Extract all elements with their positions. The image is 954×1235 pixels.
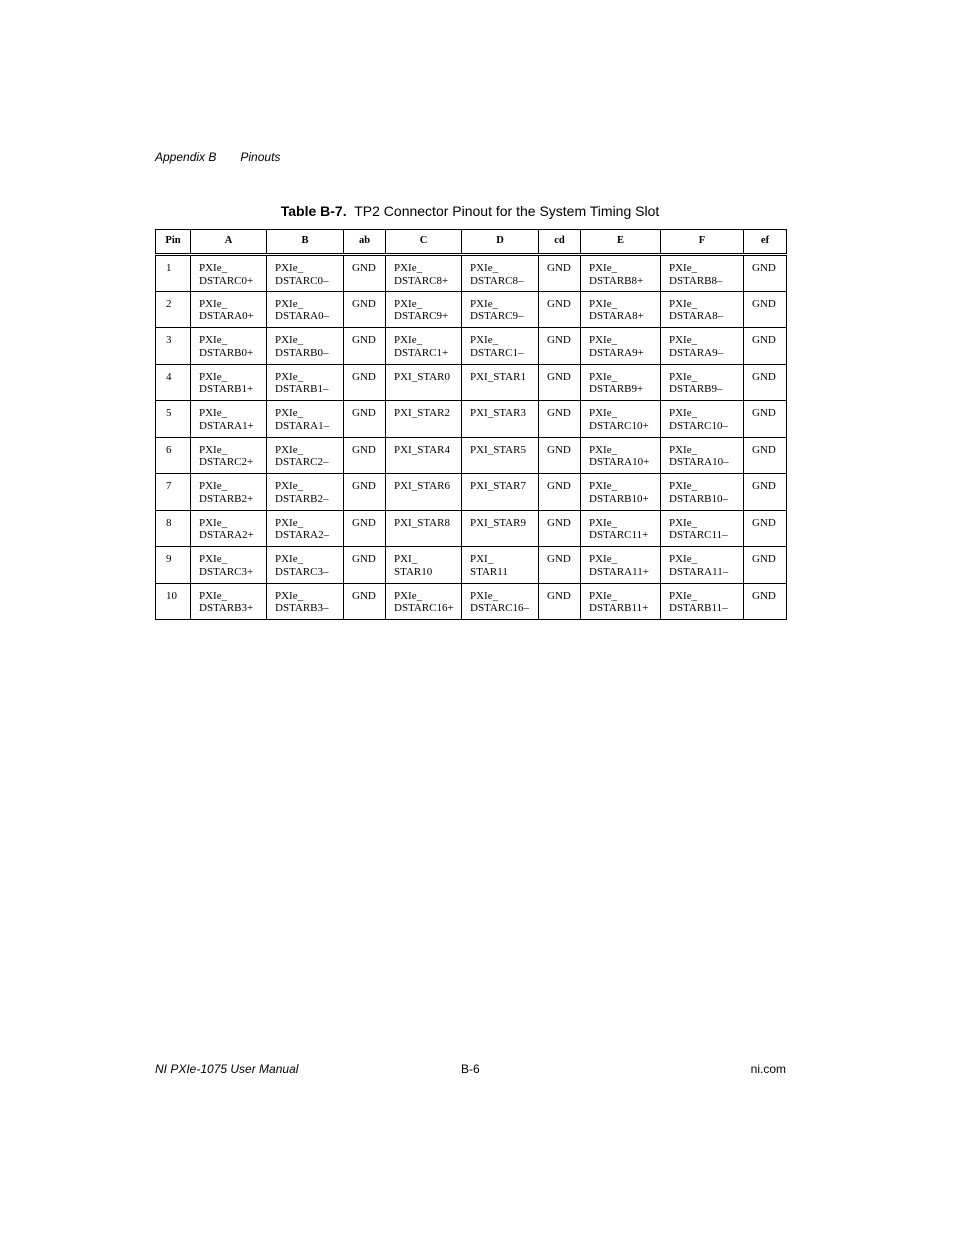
cell-line: PXIe_ [199,262,228,274]
table-cell: GND [539,474,581,511]
table-cell [581,291,661,328]
cell-line: DSTARC11+ [589,529,649,541]
cell-line: DSTARC8– [470,274,524,287]
table-cell [462,547,539,584]
cell-line: DSTARA11+ [589,565,649,578]
cell-line: DSTARA11– [669,565,729,578]
table-cell: GND [744,364,787,401]
table-cell [581,437,661,474]
table-cell [267,437,344,474]
cell-line: DSTARB9+ [589,383,644,395]
cell-line: PXIe_ [199,334,228,346]
pinout-table [155,229,787,620]
footer-page-number: B-6 [461,1062,480,1076]
table-cell [267,583,344,620]
cell-line: PXIe_ [275,553,304,565]
cell-line: PXIe_ [275,407,304,419]
cell-line: PXIe_ [199,443,228,456]
cell-line: PXIe_ [199,553,228,565]
cell-line: PXIe_ [275,516,304,529]
table-cell: GND [344,364,386,401]
cell-line: DSTARC9– [470,310,524,322]
table-cell: PXI_STAR2 [386,401,462,438]
table-cell [267,547,344,584]
table-cell: GND [539,510,581,547]
cell-line: PXIe_ [199,589,228,602]
cell-line: DSTARA1– [275,419,330,432]
footer-manual-title: NI PXIe-1075 User Manual [155,1062,299,1076]
cell-line: PXIe_ [394,589,423,602]
cell-line: PXIe_ [589,262,618,274]
table-cell [191,437,267,474]
cell-line: PXIe_ [394,334,423,346]
cell-line: PXIe_ [589,370,618,383]
table-row [156,291,787,328]
cell-line: PXIe_ [275,480,304,492]
cell-line: DSTARB2– [275,492,329,505]
table-cell: GND [744,255,787,292]
cell-line: PXIe_ [669,553,698,565]
column-header-ab: ab [344,230,386,255]
table-row [156,510,787,547]
table-cell: GND [539,255,581,292]
table-cell [661,401,744,438]
cell-line: DSTARB1– [275,383,329,395]
table-cell: GND [539,364,581,401]
cell-line: PXIe_ [669,480,698,492]
cell-line: PXIe_ [589,553,618,565]
cell-line: PXIe_ [589,589,618,602]
table-cell: PXI_STAR9 [462,510,539,547]
table-cell: GND [344,437,386,474]
table-cell: 2 [156,291,191,328]
running-header [155,150,280,164]
table-cell [191,510,267,547]
table-cell: 7 [156,474,191,511]
cell-line: DSTARC3– [275,565,329,578]
cell-line: DSTARB3– [275,602,329,614]
table-cell: GND [344,547,386,584]
table-cell: GND [539,583,581,620]
table-cell [581,401,661,438]
table-cell: 1 [156,255,191,292]
table-cell: PXI_STAR6 [386,474,462,511]
table-cell: GND [744,510,787,547]
table-cell: GND [344,401,386,438]
cell-line: PXIe_ [470,297,499,310]
cell-line: DSTARB3+ [199,602,254,614]
cell-line: PXIe_ [394,262,423,274]
table-row [156,328,787,365]
cell-line: DSTARB1+ [199,383,254,395]
column-header-a: A [191,230,267,255]
cell-line: DSTARB8– [669,274,723,287]
cell-line: PXIe_ [589,443,618,456]
table-cell: GND [539,437,581,474]
cell-line: PXIe_ [199,516,228,529]
cell-line: PXIe_ [589,297,618,310]
table-cell: PXI_STAR8 [386,510,462,547]
table-cell: PXI_STAR5 [462,437,539,474]
table-cell [581,583,661,620]
table-cell [581,364,661,401]
cell-line: DSTARB11– [669,602,728,614]
table-cell [661,510,744,547]
cell-line: PXIe_ [470,262,499,274]
table-cell [581,328,661,365]
table-cell: GND [344,328,386,365]
cell-line: DSTARA1+ [199,419,254,432]
cell-line: DSTARA2+ [199,529,254,541]
cell-line: DSTARC1– [470,346,524,359]
table-cell: 9 [156,547,191,584]
cell-line: DSTARC11– [669,529,728,541]
table-cell [581,474,661,511]
table-cell [191,583,267,620]
table-cell [462,291,539,328]
cell-line: DSTARB9– [669,383,723,395]
table-cell: 8 [156,510,191,547]
table-row [156,547,787,584]
column-header-d: D [462,230,539,255]
table-cell [386,291,462,328]
cell-line: DSTARA8– [669,310,724,322]
cell-line: DSTARC10– [669,419,729,432]
cell-line: PXIe_ [199,297,228,310]
cell-line: PXIe_ [669,443,698,456]
header-chapter: Pinouts [240,150,281,164]
table-caption-label: Table B-7. [280,203,347,219]
cell-line: DSTARC0– [275,274,329,287]
table-cell: GND [344,474,386,511]
cell-line: PXIe_ [470,589,499,602]
table-cell: PXI_STAR0 [386,364,462,401]
cell-line: PXIe_ [589,334,618,346]
cell-line: DSTARB10+ [589,492,649,505]
table-cell: PXI_STAR7 [462,474,539,511]
table-cell [661,364,744,401]
table-cell [661,474,744,511]
table-cell: PXI_STAR4 [386,437,462,474]
cell-line: DSTARA9+ [589,346,644,359]
table-cell [191,291,267,328]
cell-line: DSTARC1+ [394,346,449,359]
table-cell: GND [744,547,787,584]
table-cell [267,291,344,328]
table-cell: GND [539,328,581,365]
table-cell [191,328,267,365]
column-header-c: C [386,230,462,255]
cell-line: DSTARB8+ [589,274,644,287]
table-body [156,255,787,620]
table-cell [581,547,661,584]
cell-line: PXIe_ [669,334,698,346]
table-cell: GND [744,291,787,328]
cell-line: DSTARA0+ [199,310,254,322]
cell-line: DSTARA0– [275,310,330,322]
table-cell: GND [744,328,787,365]
cell-line: DSTARC16– [470,602,530,614]
table-cell [267,364,344,401]
table-caption [155,203,785,219]
cell-line: DSTARA10– [669,456,729,468]
table-row [156,583,787,620]
column-header-b: B [267,230,344,255]
cell-line: PXIe_ [669,516,698,529]
table-cell [191,364,267,401]
cell-line: DSTARB2+ [199,492,254,505]
table-cell [386,583,462,620]
cell-line: PXIe_ [275,370,304,383]
cell-line: DSTARC2+ [199,456,254,468]
table-cell: 10 [156,583,191,620]
cell-line: DSTARC2– [275,456,329,468]
cell-line: PXIe_ [669,297,698,310]
table-cell [462,255,539,292]
cell-line: PXI_ [394,553,418,565]
table-cell: GND [744,583,787,620]
cell-line: DSTARA10+ [589,456,650,468]
table-cell: GND [539,547,581,584]
table-cell: 5 [156,401,191,438]
cell-line: STAR10 [394,565,433,578]
table-cell [191,547,267,584]
cell-line: PXIe_ [275,589,304,602]
table-cell [462,583,539,620]
table-cell: GND [344,255,386,292]
table-cell: GND [344,291,386,328]
cell-line: DSTARB0+ [199,346,254,359]
table-cell: 6 [156,437,191,474]
cell-line: DSTARB0– [275,346,329,359]
table-cell [267,328,344,365]
table-cell: GND [744,437,787,474]
table-cell: PXI_STAR1 [462,364,539,401]
header-section: Appendix B [155,150,217,164]
cell-line: PXIe_ [394,297,423,310]
table-cell [386,547,462,584]
cell-line: DSTARC3+ [199,565,254,578]
table-cell [661,328,744,365]
cell-line: DSTARC9+ [394,310,449,322]
column-header-ef: ef [744,230,787,255]
table-header-row [156,230,787,255]
table-row [156,437,787,474]
table-cell [191,401,267,438]
table-cell [386,255,462,292]
table-row [156,364,787,401]
cell-line: PXIe_ [199,407,228,419]
table-cell: GND [744,474,787,511]
table-cell [267,510,344,547]
column-header-f: F [661,230,744,255]
table-cell: PXI_STAR3 [462,401,539,438]
cell-line: PXIe_ [589,407,618,419]
cell-line: PXIe_ [275,297,304,310]
table-cell [462,328,539,365]
table-cell: GND [344,510,386,547]
cell-line: PXIe_ [470,334,499,346]
table-cell: GND [344,583,386,620]
cell-line: DSTARC8+ [394,274,449,287]
cell-line: DSTARA9– [669,346,724,359]
cell-line: PXIe_ [589,516,618,529]
cell-line: DSTARC0+ [199,274,254,287]
footer-website: ni.com [750,1062,786,1076]
cell-line: DSTARA2– [275,529,330,541]
cell-line: PXIe_ [199,370,228,383]
cell-line: PXIe_ [275,334,304,346]
table-cell [581,255,661,292]
table-cell [386,328,462,365]
cell-line: PXIe_ [199,480,228,492]
cell-line: PXIe_ [275,443,304,456]
table-row [156,401,787,438]
cell-line: PXI_ [470,553,494,565]
cell-line: PXIe_ [669,262,698,274]
table-cell: 4 [156,364,191,401]
table-cell [581,510,661,547]
table-cell [191,474,267,511]
cell-line: DSTARA8+ [589,310,644,322]
column-header-pin: Pin [156,230,191,255]
table-cell: GND [744,401,787,438]
table-cell [267,255,344,292]
table-cell [661,583,744,620]
cell-line: PXIe_ [589,480,618,492]
table-cell [661,291,744,328]
cell-line: DSTARB11+ [589,602,649,614]
table-cell [267,474,344,511]
table-cell [661,437,744,474]
cell-line: PXIe_ [669,407,698,419]
table-cell [661,255,744,292]
cell-line: DSTARC10+ [589,419,649,432]
table-row [156,255,787,292]
table-row [156,474,787,511]
cell-line: PXIe_ [669,589,698,602]
column-header-e: E [581,230,661,255]
cell-line: PXIe_ [275,262,304,274]
table-cell: GND [539,291,581,328]
table-caption-title: TP2 Connector Pinout for the System Timing Slot [354,203,660,219]
table-cell: 3 [156,328,191,365]
table-cell: GND [539,401,581,438]
cell-line: DSTARC16+ [394,602,454,614]
column-header-cd: cd [539,230,581,255]
cell-line: STAR11 [470,565,508,578]
table-cell [661,547,744,584]
table-cell [267,401,344,438]
cell-line: DSTARB10– [669,492,729,505]
table-cell [191,255,267,292]
cell-line: PXIe_ [669,370,698,383]
